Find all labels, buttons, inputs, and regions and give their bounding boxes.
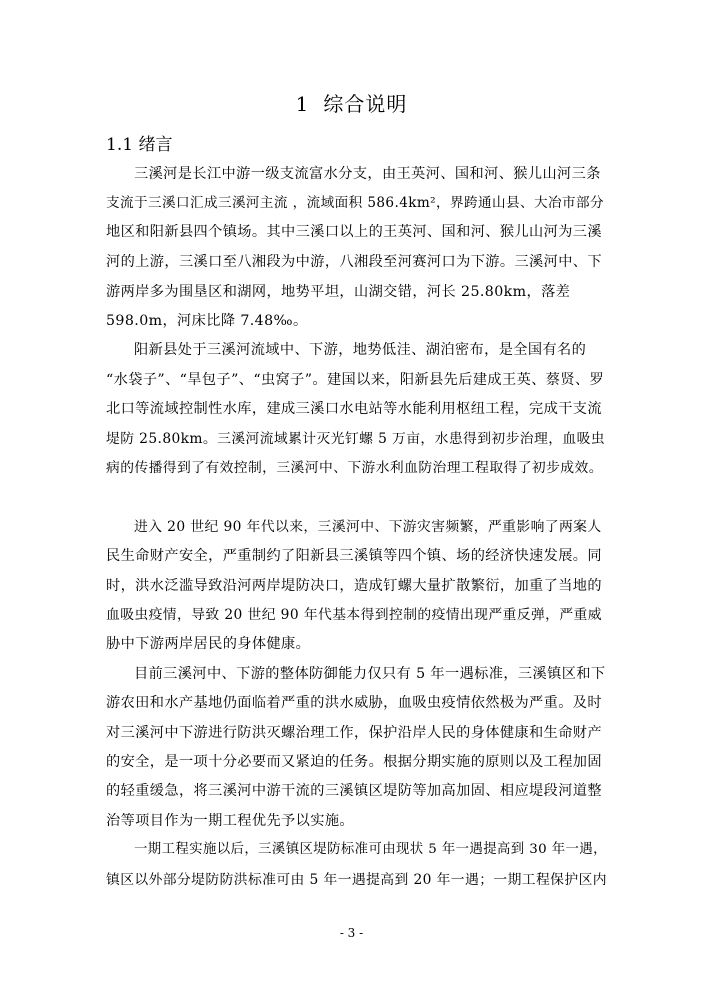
paragraph-line: 进入 20 世纪 90 年代以来，三溪河中、下游灾害频繁，严重影响了两案人 — [134, 519, 602, 535]
paragraph-line: 地区和阳新县四个镇场。其中三溪口以上的王英河、国和河、猴儿山河为三溪 — [106, 224, 602, 240]
chapter-title-text: 综合说明 — [323, 92, 408, 116]
paragraph-line: 血吸虫疫情，导致 20 世纪 90 年代基本得到控制的疫情出现严重反弹，严重威 — [106, 607, 602, 623]
paragraph-line: 一期工程实施以后，三溪镇区堤防标准可由现状 5 年一遇提高到 30 年一遇， — [134, 842, 607, 857]
paragraph-line: 民生命财产安全，严重制约了阳新县三溪镇等四个镇、场的经济快速发展。同 — [106, 548, 602, 564]
section-title: 1.1 绪言 — [106, 135, 173, 155]
paragraph-line: 的轻重缓急，将三溪河中游干流的三溪镇区堤防等加高加固、相应堤段河道整 — [106, 783, 602, 799]
paragraph-line: 游两岸多为围垦区和湖网，地势平坦，山湖交错，河长 25.80km，落差 — [106, 284, 571, 300]
paragraph-line: 病的传播得到了有效控制，三溪河中、下游水利血防治理工程取得了初步成效。 — [106, 460, 603, 476]
paragraph-line: 堤防 25.80km。三溪河流域累计灭光钉螺 5 万亩，水患得到初步治理，血吸虫 — [106, 431, 605, 447]
paragraph-line: 游农田和水产基地仍面临着严重的洪水威胁，血吸虫疫情依然极为严重。及时 — [106, 695, 602, 711]
paragraph-line: 三溪河是长江中游一级支流富水分支，由王英河、国和河、猴儿山河三条 — [134, 166, 601, 182]
paragraph-line: 北口等流域控制性水库，建成三溪口水电站等水能利用枢纽工程，完成干支流 — [106, 401, 602, 417]
chapter-number: 1 — [295, 92, 310, 116]
paragraph-line: 河的上游，三溪口至八湘段为中游，八湘段至河赛河口为下游。三溪河中、下 — [106, 254, 602, 270]
paragraph-line: 目前三溪河中、下游的整体防御能力仅只有 5 年一遇标准，三溪镇区和下 — [134, 666, 606, 682]
paragraph-line: 胁中下游两岸居民的身体健康。 — [106, 636, 311, 652]
paragraph-line: 阳新县处于三溪河流域中、下游，地势低洼、湖泊密布，是全国有名的 — [134, 342, 587, 358]
paragraph-line: 时，洪水泛滥导致沿河两岸堤防决口，造成钉螺大量扩散繁衍，加重了当地的 — [106, 578, 602, 594]
paragraph-line: “水袋子”、“旱包子”、“虫窝子”。建国以来，阳新县先后建成王英、蔡贤、罗 — [106, 372, 605, 388]
paragraph-line: 对三溪河中下游进行防洪灭螺治理工作，保护沿岸人民的身体健康和生命财产 — [106, 725, 602, 741]
paragraph-line: 镇区以外部分堤防防洪标准可由 5 年一遇提高到 20 年一遇；一期工程保护区内 — [106, 872, 607, 888]
paragraph-line: 治等项目作为一期工程优先予以实施。 — [106, 813, 354, 829]
chapter-title — [0, 88, 703, 117]
paragraph-line: 支流于三溪口汇成三溪河主流 ，流域面积 586.4km²，界跨通山县、大冶市部分 — [106, 195, 604, 211]
paragraph-line: 598.0m，河床比降 7.48‰。 — [106, 313, 308, 329]
page-number: - 3 - — [339, 926, 364, 940]
paragraph-line: 的安全，是一项十分必要而又紧迫的任务。根据分期实施的原则以及工程加固 — [106, 754, 602, 770]
